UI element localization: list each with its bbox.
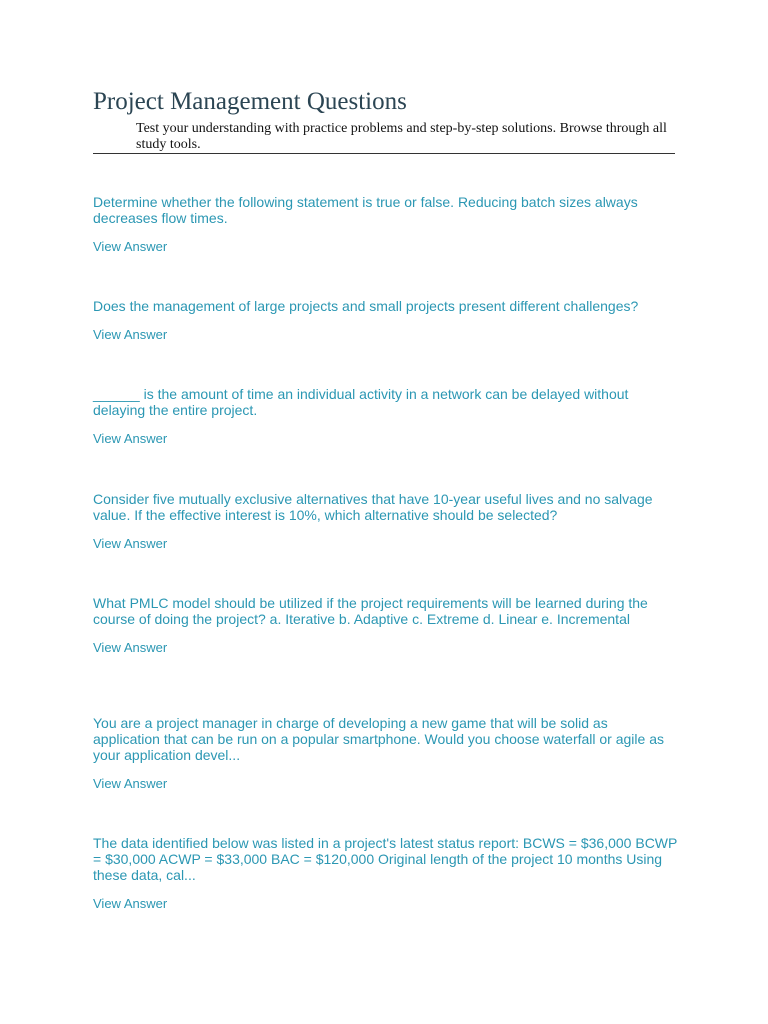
question-item (93, 491, 678, 553)
question-text: Does the management of large projects and small projects present different challenges? (93, 298, 639, 314)
question-text: Consider five mutually exclusive alternatives that have 10-year useful lives and no salvage value. If the effective interest is 10%, which alternative should be selected? (93, 491, 653, 523)
page-title: Project Management Questions (93, 88, 407, 115)
question-item (93, 298, 678, 344)
question-text: ______ is the amount of time an individual activity in a network can be delayed without delaying the entire project. (93, 386, 629, 418)
question-item (93, 595, 678, 657)
title-divider (93, 153, 675, 154)
question-item (93, 835, 678, 913)
question-item (93, 194, 678, 256)
question-item (93, 715, 678, 793)
view-answer-link[interactable]: View Answer (93, 896, 168, 911)
view-answer-link[interactable]: View Answer (93, 327, 168, 342)
view-answer-link[interactable]: View Answer (93, 431, 168, 446)
view-answer-link[interactable]: View Answer (93, 536, 168, 551)
question-text: You are a project manager in charge of developing a new game that will be solid as application that can be run on a popular smartphone. Would you choose waterfall or agile as your application devel... (93, 715, 664, 763)
view-answer-link[interactable]: View Answer (93, 640, 168, 655)
question-text: The data identified below was listed in a project's latest status report: BCWS = $36,000 BCWP = $30,000 ACWP = $33,000 BAC = $120,000 Original length of the project 10 months Using these data, cal... (93, 835, 678, 883)
page-subtitle: Test your understanding with practice problems and step-by-step solutions. Browse through all study tools. (136, 121, 667, 152)
view-answer-link[interactable]: View Answer (93, 239, 168, 254)
view-answer-link[interactable]: View Answer (93, 776, 168, 791)
question-text: What PMLC model should be utilized if the project requirements will be learned during the course of doing the project? a. Iterative b. Adaptive c. Extreme d. Linear e. Incremental (93, 595, 648, 627)
question-text: Determine whether the following statement is true or false. Reducing batch sizes always decreases flow times. (93, 194, 638, 226)
question-item (93, 386, 678, 448)
